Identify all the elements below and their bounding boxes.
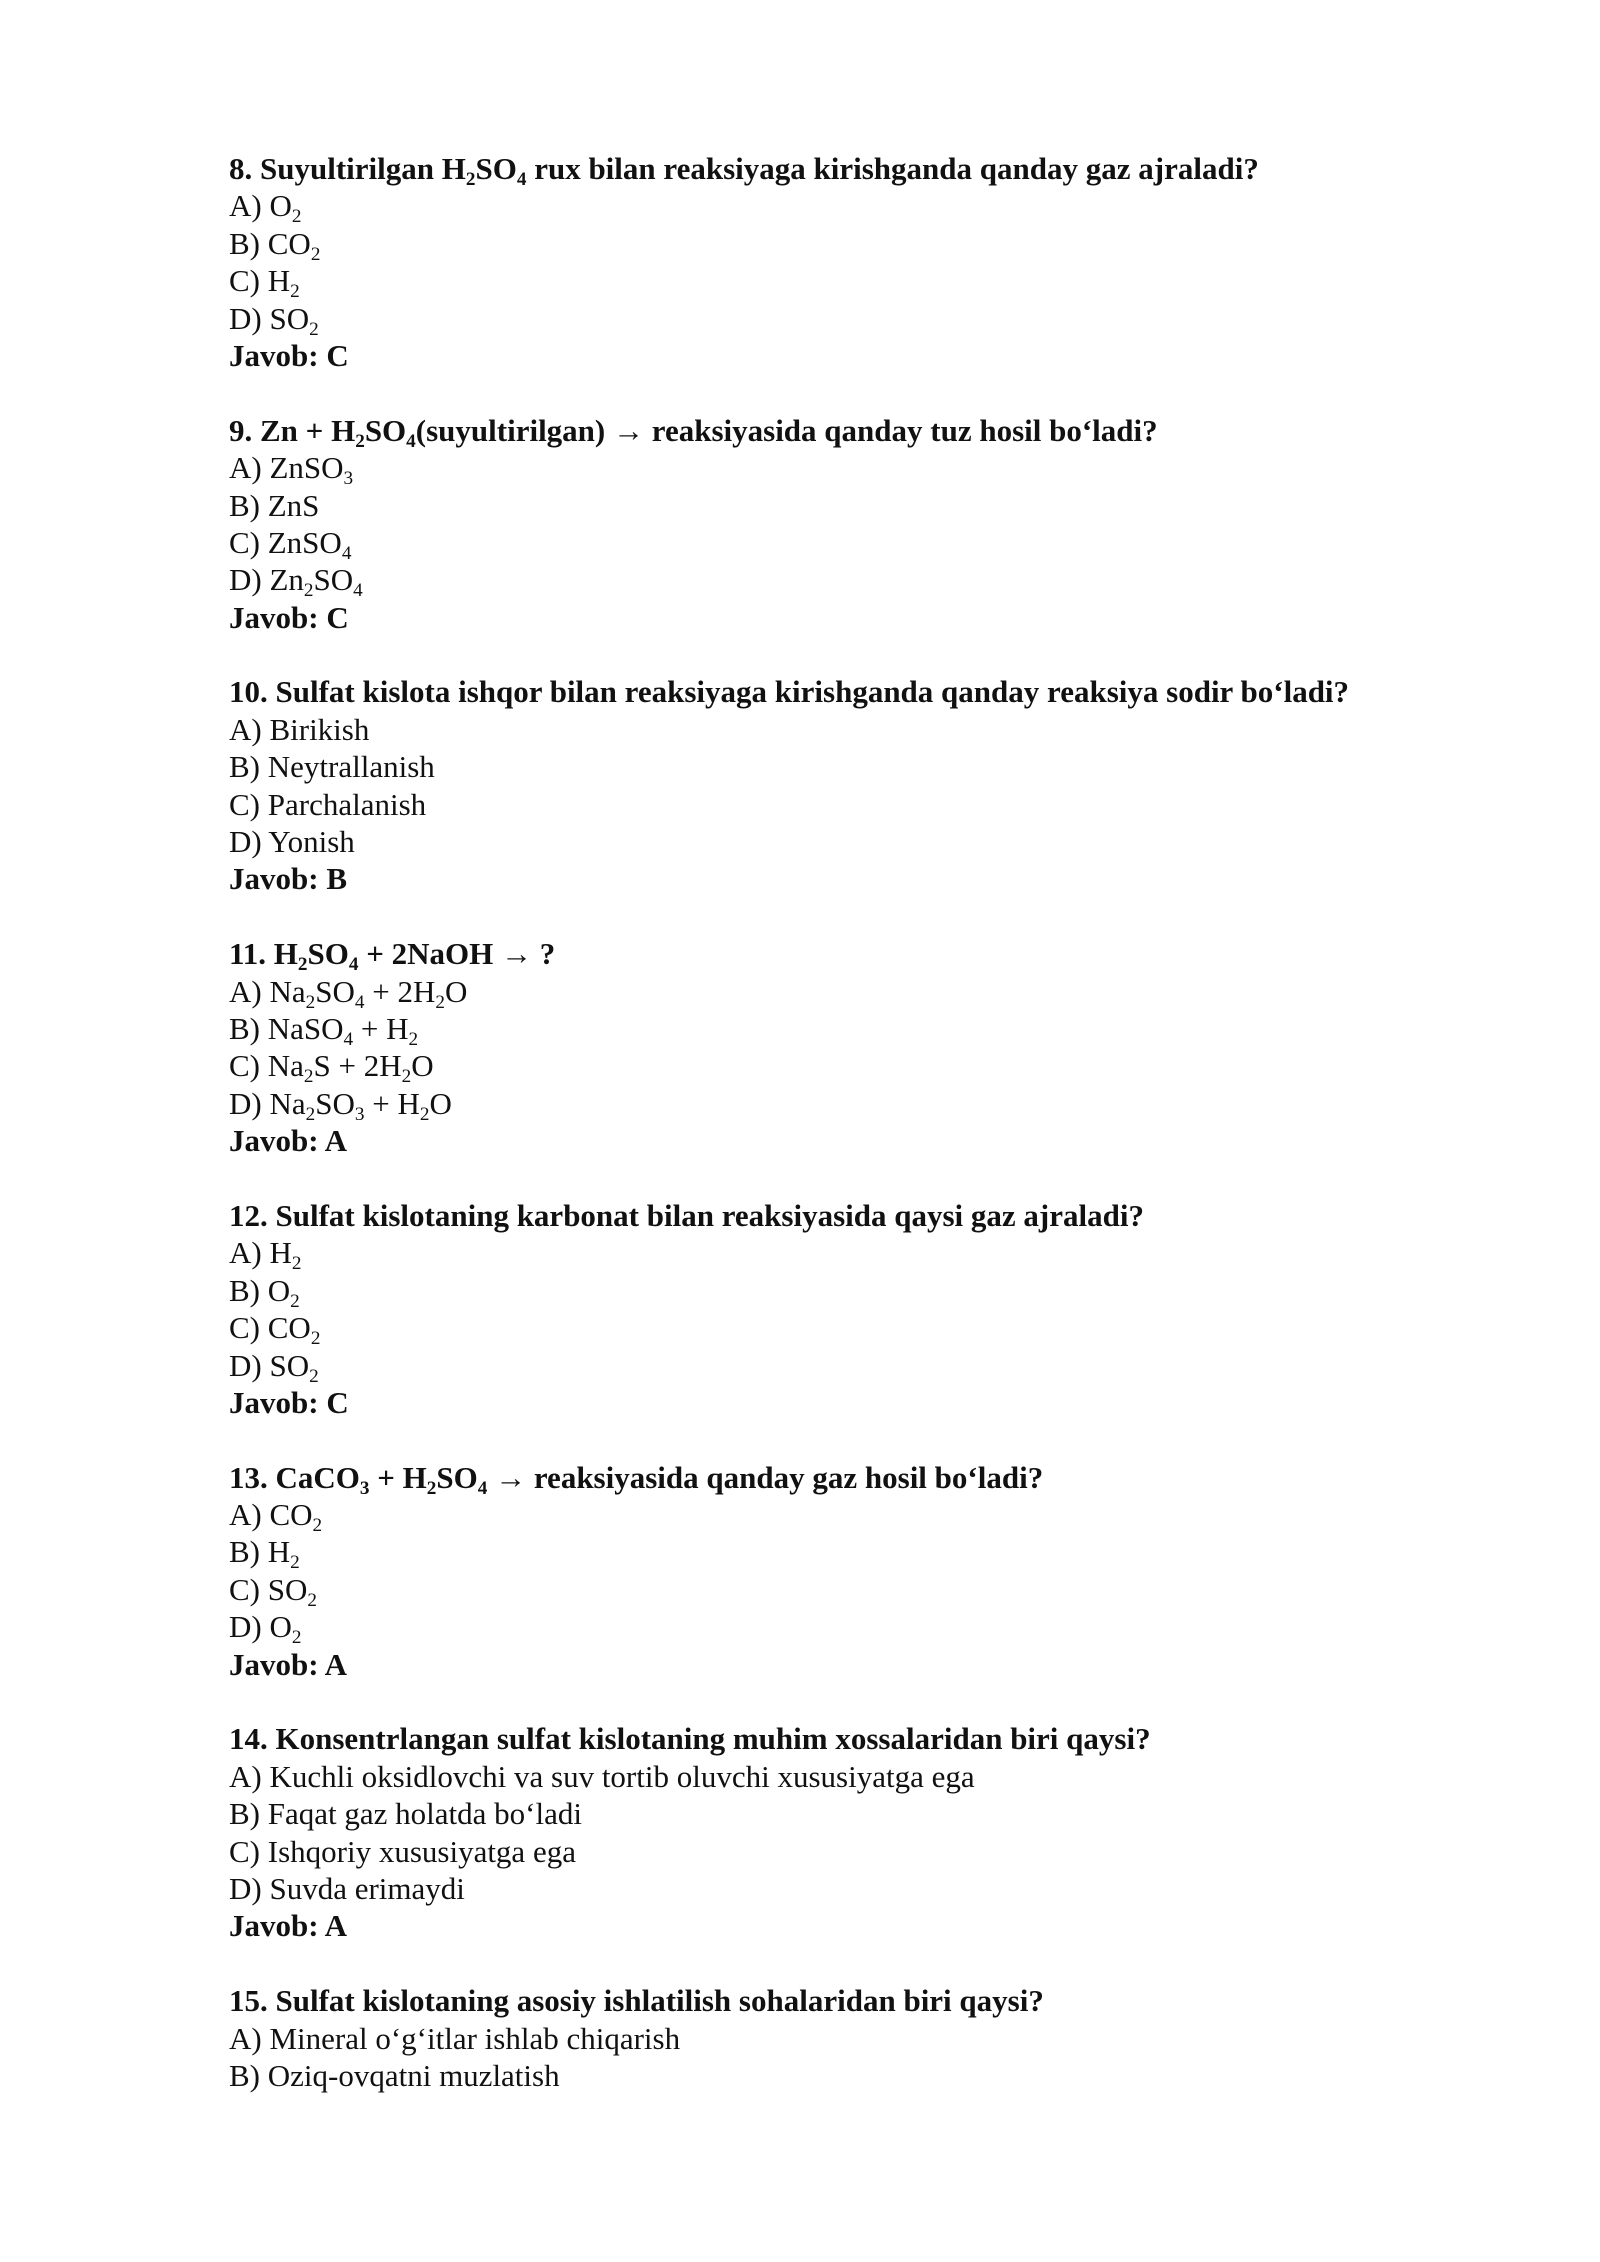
- spacer: [229, 1683, 1479, 1720]
- answer-option: A) Mineral o‘g‘itlar ishlab chiqarish: [229, 2020, 681, 2056]
- question-text: 11. $H_2SO_4$ + 2NaOH → ?: [229, 936, 556, 976]
- spacer: [229, 1945, 1479, 1982]
- question-block: [229, 673, 1479, 897]
- question-block: [229, 150, 1479, 374]
- answer-option: A) $H_2$: [229, 1235, 302, 1275]
- answer-option: C) $Na_2S + 2H_2O$: [229, 1048, 434, 1088]
- answer-key: Javob: A: [229, 1908, 347, 1944]
- answer-key: Javob: A: [229, 1123, 347, 1159]
- answer-option: C) $CO_2$: [229, 1310, 321, 1350]
- answer-option: A) $Na_2SO_4 + 2H_2O$: [229, 973, 468, 1013]
- answer-option: A) $CO_2$: [229, 1497, 323, 1537]
- quiz-content: [229, 150, 1479, 2094]
- answer-option: B) NaSO$_4$ + $H_2$: [229, 1010, 419, 1051]
- question-block: [229, 1459, 1479, 1683]
- answer-option: B) Faqat gaz holatda bo‘ladi: [229, 1796, 582, 1832]
- spacer: [229, 898, 1479, 935]
- question-text: 10. Sulfat kislota ishqor bilan reaksiyaga kirishganda qanday reaksiya sodir bo‘ladi?: [229, 674, 1350, 710]
- answer-option: B) Oziq-ovqatni muzlatish: [229, 2057, 560, 2093]
- answer-option: D) $Na_2SO_3 + H_2O$: [229, 1085, 452, 1125]
- answer-key: Javob: B: [229, 861, 347, 897]
- question-block: [229, 1197, 1479, 1421]
- question-text: 8. Suyultirilgan $H_2SO_4$ rux bilan reaksiyaga kirishganda qanday gaz ajraladi?: [229, 151, 1259, 191]
- answer-key: Javob: A: [229, 1646, 347, 1682]
- question-block: [229, 935, 1479, 1159]
- answer-option: D) Yonish: [229, 824, 355, 860]
- answer-option: C) $H_2$: [229, 263, 300, 303]
- answer-option: B) Neytrallanish: [229, 749, 435, 785]
- answer-option: D) $SO_2$: [229, 300, 319, 340]
- question-block: [229, 1720, 1479, 1944]
- answer-key: Javob: C: [229, 1384, 349, 1420]
- answer-option: D) $O_2$: [229, 1609, 302, 1649]
- answer-option: C) Ishqoriy xususiyatga ega: [229, 1833, 576, 1869]
- answer-option: D) $SO_2$: [229, 1347, 319, 1387]
- answer-key: Javob: C: [229, 599, 349, 635]
- answer-option: B) $O_2$: [229, 1272, 300, 1312]
- answer-option: C) ZnSO$_4$: [229, 524, 352, 565]
- spacer: [229, 1421, 1479, 1458]
- question-block: [229, 1982, 1479, 2094]
- question-text: 13. CaCO$_3$ + $H_2SO_4$ → reaksiyasida qanday gaz hosil bo‘ladi?: [229, 1459, 1044, 1499]
- spacer: [229, 374, 1479, 411]
- answer-option: D) $Zn_2SO_4$: [229, 562, 363, 602]
- answer-option: A) $O_2$: [229, 188, 302, 228]
- answer-option: A) ZnSO$_3$: [229, 450, 354, 490]
- question-block: [229, 412, 1479, 636]
- answer-option: A) Birikish: [229, 711, 370, 747]
- answer-option: B) $CO_2$: [229, 225, 321, 265]
- spacer: [229, 636, 1479, 673]
- question-text: 15. Sulfat kislotaning asosiy ishlatilish sohalaridan biri qaysi?: [229, 1983, 1044, 2019]
- answer-option: A) Kuchli oksidlovchi va suv tortib oluvchi xususiyatga ega: [229, 1758, 975, 1794]
- question-text: 12. Sulfat kislotaning karbonat bilan reaksiyasida qaysi gaz ajraladi?: [229, 1197, 1144, 1233]
- answer-option: B) $H_2$: [229, 1534, 300, 1574]
- answer-option: C) $SO_2$: [229, 1571, 317, 1611]
- answer-option: B) ZnS: [229, 487, 320, 523]
- spacer: [229, 1160, 1479, 1197]
- answer-option: C) Parchalanish: [229, 786, 427, 822]
- question-text: 9. $Zn + H_2SO_4(suyultirilgan)$ → reaksiyasida qanday tuz hosil bo‘ladi?: [229, 412, 1158, 452]
- question-text: 14. Konsentrlangan sulfat kislotaning muhim xossalaridan biri qaysi?: [229, 1721, 1151, 1757]
- answer-option: D) Suvda erimaydi: [229, 1870, 465, 1906]
- answer-key: Javob: C: [229, 337, 349, 373]
